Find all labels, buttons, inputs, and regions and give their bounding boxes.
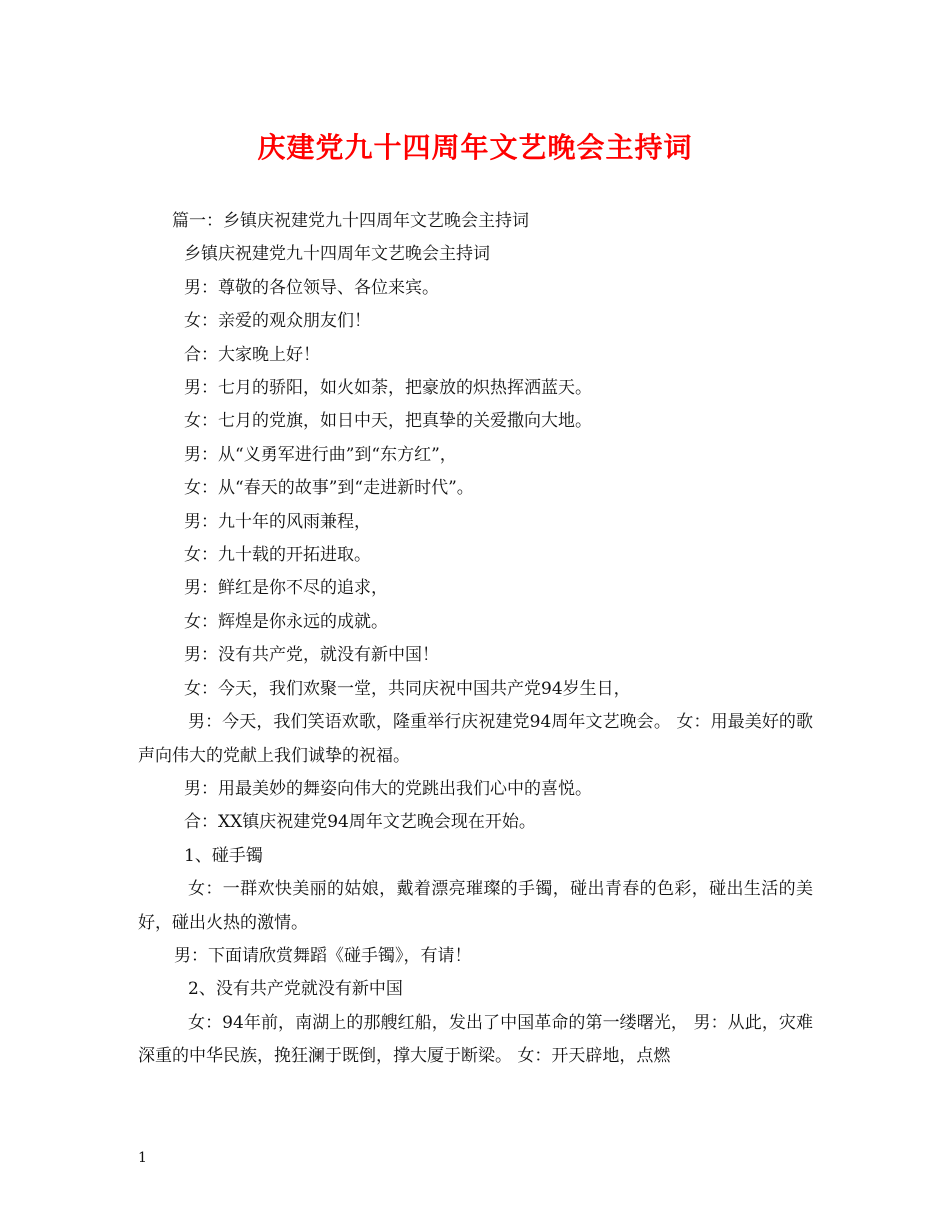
paragraph: 女：一群欢快美丽的姑娘，戴着漂亮璀璨的手镯，碰出青春的色彩，碰出生活的美好，碰出火热的激情。 <box>138 879 813 933</box>
paragraph: 1、碰手镯 <box>184 845 263 866</box>
page-number: 1 <box>138 1150 147 1166</box>
paragraph: 男：用最美妙的舞姿向伟大的党跳出我们心中的喜悦。 <box>184 778 592 799</box>
paragraph: 女：七月的党旗，如日中天，把真挚的关爱撒向大地。 <box>184 411 592 432</box>
paragraph: 合：XX镇庆祝建党94周年文艺晚会现在开始。 <box>184 812 536 833</box>
paragraph: 男：今天，我们笑语欢歌，隆重举行庆祝建党94周年文艺晚会。 女：用最美好的歌声向伟大的党献上我们诚挚的祝福。 <box>138 712 813 766</box>
paragraph: 男：九十年的风雨兼程， <box>184 511 371 532</box>
paragraph: 女：辉煌是你永远的成就。 <box>184 611 388 632</box>
paragraph: 篇一：乡镇庆祝建党九十四周年文艺晚会主持词 <box>172 211 529 231</box>
document-title: 庆建党九十四周年文艺晚会主持词 <box>257 131 693 164</box>
paragraph: 男：下面请欣赏舞蹈《碰手镯》，有请！ <box>174 945 472 966</box>
paragraph: 女：九十载的开拓进取。 <box>184 545 371 566</box>
paragraph: 男：从“义勇军进行曲”到“东方红”， <box>184 444 457 465</box>
paragraph: 男：尊敬的各位领导、各位来宾。 <box>184 277 439 298</box>
paragraph: 女：亲爱的观众朋友们！ <box>184 311 371 332</box>
document-body <box>138 205 813 1074</box>
paragraph: 男：鲜红是你不尽的追求， <box>184 578 388 599</box>
paragraph: 合：大家晚上好！ <box>184 344 320 365</box>
paragraph: 2、没有共产党就没有新中国 <box>188 979 403 1000</box>
paragraph: 女：今天，我们欢聚一堂，共同庆祝中国共产党94岁生日， <box>184 678 631 699</box>
paragraph: 乡镇庆祝建党九十四周年文艺晚会主持词 <box>184 244 490 265</box>
paragraph: 女：从“春天的故事”到“走进新时代”。 <box>184 478 474 499</box>
paragraph: 男：七月的骄阳，如火如荼，把豪放的炽热挥洒蓝天。 <box>184 378 592 399</box>
paragraph: 男：没有共产党，就没有新中国！ <box>184 645 439 666</box>
paragraph: 女：94年前，南湖上的那艘红船，发出了中国革命的第一缕曙光， 男：从此，灾难深重的中华民族，挽狂澜于既倒，撑大厦于断梁。 女：开天辟地，点燃 <box>138 1012 813 1067</box>
